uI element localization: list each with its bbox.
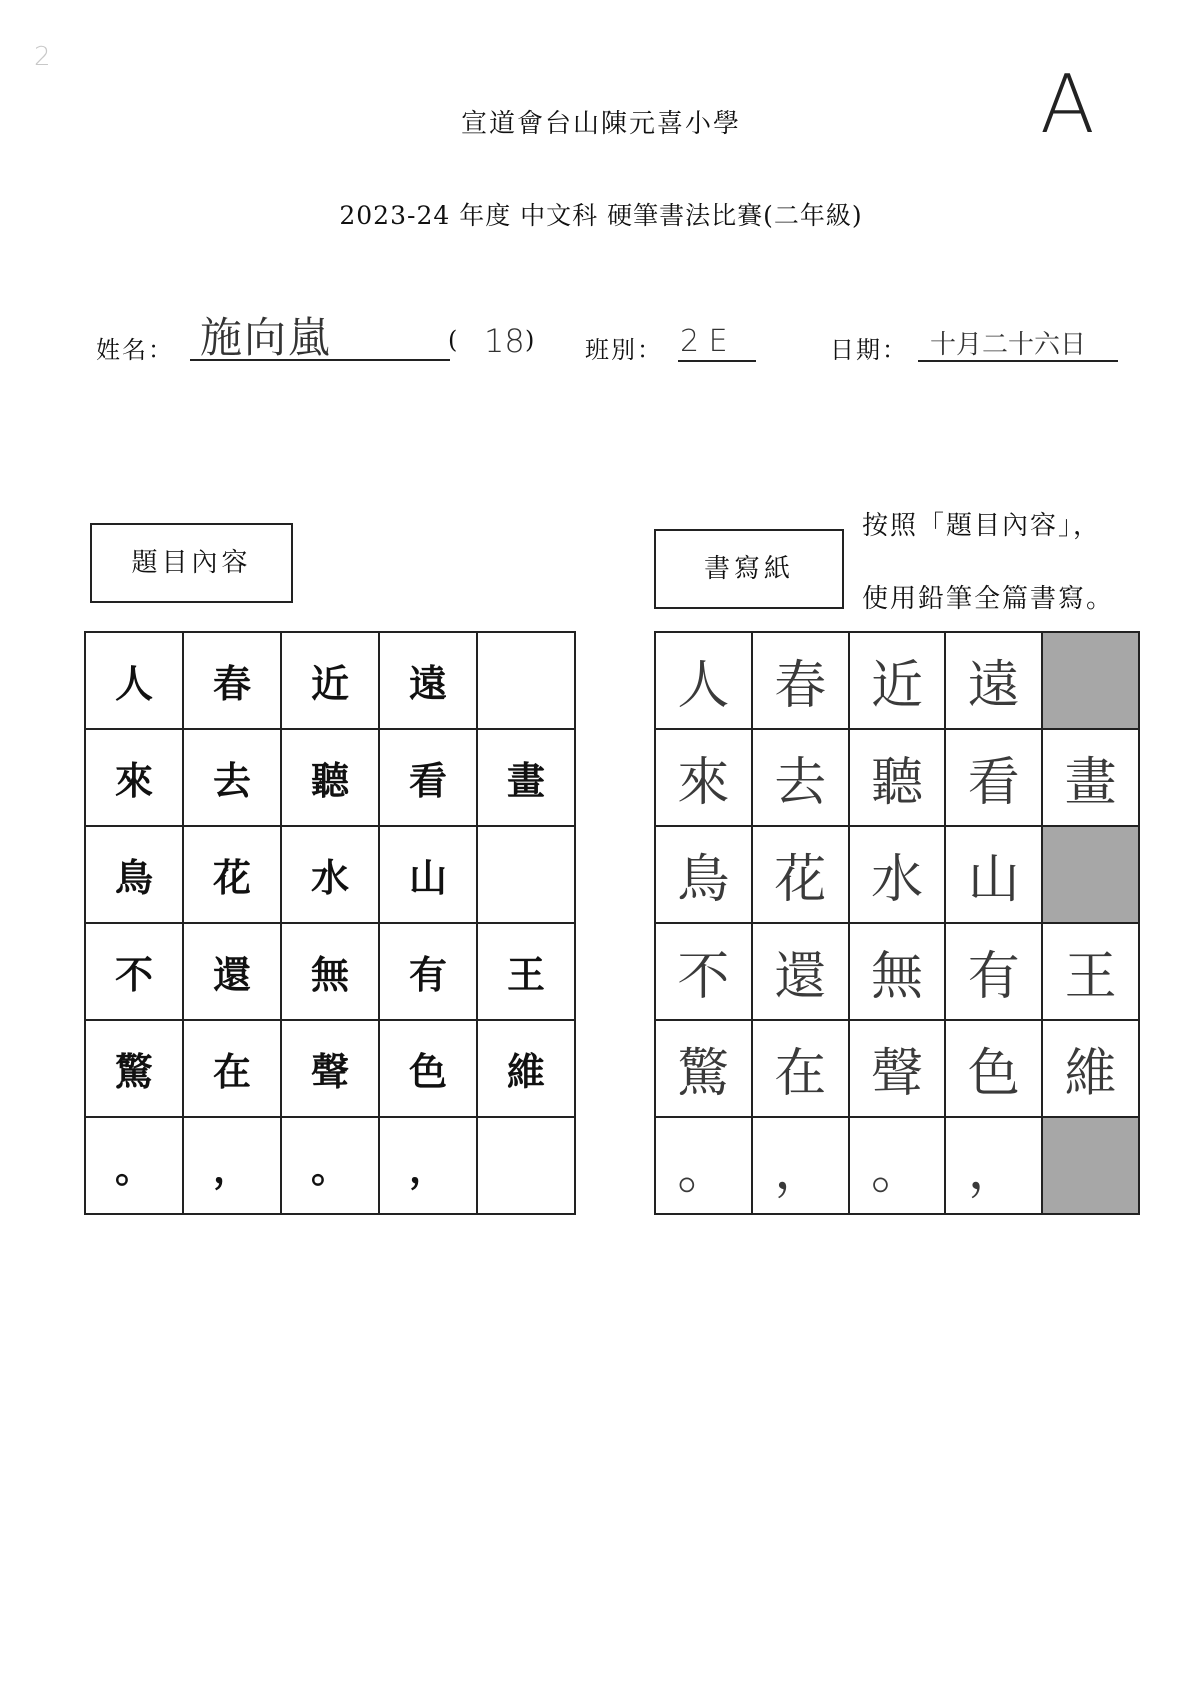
prompt-grid-row — [85, 1020, 575, 1117]
answer-cell: 。 — [849, 1117, 946, 1214]
answer-cell: 人 — [655, 632, 752, 729]
prompt-box-label: 題目內容 — [131, 548, 252, 578]
prompt-cell: ， — [379, 1117, 477, 1214]
student-number-value: 18 — [484, 322, 525, 360]
answer-cell: 色 — [945, 1020, 1042, 1117]
prompt-cell: 驚 — [85, 1020, 183, 1117]
prompt-cell: 聽 — [281, 729, 379, 826]
date-label: 日期： — [830, 336, 908, 364]
prompt-cell: 來 — [85, 729, 183, 826]
answer-cell: 山 — [945, 826, 1042, 923]
prompt-cell: 人 — [85, 632, 183, 729]
date-value: 十月二十六日 — [930, 330, 1087, 360]
answer-grid-row — [655, 923, 1139, 1020]
answer-grid-row — [655, 729, 1139, 826]
date-field — [918, 318, 1118, 362]
answer-cell: 不 — [655, 923, 752, 1020]
name-field — [190, 303, 450, 361]
answer-cell — [1042, 632, 1139, 729]
prompt-cell: 看 — [379, 729, 477, 826]
answer-cell: 王 — [1042, 923, 1139, 1020]
prompt-grid-row — [85, 729, 575, 826]
prompt-cell: 花 — [183, 826, 281, 923]
prompt-grid-row — [85, 632, 575, 729]
competition-title: 2023-24 年度 中文科 硬筆書法比賽(二年級) — [339, 201, 863, 230]
prompt-cell: 聲 — [281, 1020, 379, 1117]
prompt-grid — [84, 631, 576, 1215]
prompt-cell: 色 — [379, 1020, 477, 1117]
answer-cell: 看 — [945, 729, 1042, 826]
prompt-cell: 無 — [281, 923, 379, 1020]
answer-cell — [1042, 1117, 1139, 1214]
prompt-grid-row — [85, 923, 575, 1020]
answer-cell: 近 — [849, 632, 946, 729]
prompt-cell: 山 — [379, 826, 477, 923]
prompt-cell: 不 — [85, 923, 183, 1020]
prompt-cell: 有 — [379, 923, 477, 1020]
prompt-cell: 水 — [281, 826, 379, 923]
class-value: 2 E — [680, 324, 728, 359]
answer-cell: 還 — [752, 923, 849, 1020]
prompt-cell — [477, 826, 575, 923]
school-name: 宣道會台山陳元喜小學 — [460, 109, 741, 139]
writing-box-label: 書寫紙 — [703, 554, 794, 584]
prompt-cell: 畫 — [477, 729, 575, 826]
answer-grid-row — [655, 1117, 1139, 1214]
answer-cell: 春 — [752, 632, 849, 729]
answer-grid-row — [655, 632, 1139, 729]
prompt-cell: 近 — [281, 632, 379, 729]
answer-cell: 畫 — [1042, 729, 1139, 826]
class-field — [678, 320, 756, 362]
answer-cell: 維 — [1042, 1020, 1139, 1117]
student-number-close: ) — [525, 326, 537, 354]
instruction-line2: 使用鉛筆全篇書寫。 — [862, 584, 1115, 614]
grade-mark: A — [1040, 58, 1095, 151]
name-value: 施向嵐 — [200, 313, 333, 362]
answer-cell: 來 — [655, 729, 752, 826]
answer-cell: 驚 — [655, 1020, 752, 1117]
answer-grid-row — [655, 826, 1139, 923]
writing-box — [654, 529, 844, 609]
answer-grid-row — [655, 1020, 1139, 1117]
page-number: 2 — [34, 42, 51, 72]
answer-cell: 遠 — [945, 632, 1042, 729]
prompt-cell: 維 — [477, 1020, 575, 1117]
prompt-box — [90, 523, 293, 603]
answer-cell: 聲 — [849, 1020, 946, 1117]
prompt-cell: 。 — [281, 1117, 379, 1214]
instruction-line1: 按照「題目內容」， — [862, 511, 1102, 541]
prompt-grid-row — [85, 826, 575, 923]
answer-cell: 有 — [945, 923, 1042, 1020]
prompt-cell: 遠 — [379, 632, 477, 729]
answer-cell: 在 — [752, 1020, 849, 1117]
answer-cell — [1042, 826, 1139, 923]
prompt-cell: 鳥 — [85, 826, 183, 923]
prompt-cell: 去 — [183, 729, 281, 826]
answer-cell: ， — [945, 1117, 1042, 1214]
prompt-cell: 春 — [183, 632, 281, 729]
student-number-open: ( — [448, 326, 460, 354]
answer-cell: 花 — [752, 826, 849, 923]
prompt-cell: 在 — [183, 1020, 281, 1117]
answer-cell: ， — [752, 1117, 849, 1214]
answer-grid — [654, 631, 1140, 1215]
prompt-cell: ， — [183, 1117, 281, 1214]
prompt-cell: 。 — [85, 1117, 183, 1214]
answer-cell: 去 — [752, 729, 849, 826]
prompt-cell — [477, 632, 575, 729]
answer-cell: 無 — [849, 923, 946, 1020]
prompt-grid-row — [85, 1117, 575, 1214]
prompt-cell — [477, 1117, 575, 1214]
answer-cell: 聽 — [849, 729, 946, 826]
prompt-cell: 還 — [183, 923, 281, 1020]
prompt-cell: 王 — [477, 923, 575, 1020]
name-label: 姓名： — [96, 336, 174, 364]
answer-cell: 。 — [655, 1117, 752, 1214]
answer-cell: 鳥 — [655, 826, 752, 923]
class-label: 班別： — [585, 336, 663, 364]
answer-cell: 水 — [849, 826, 946, 923]
